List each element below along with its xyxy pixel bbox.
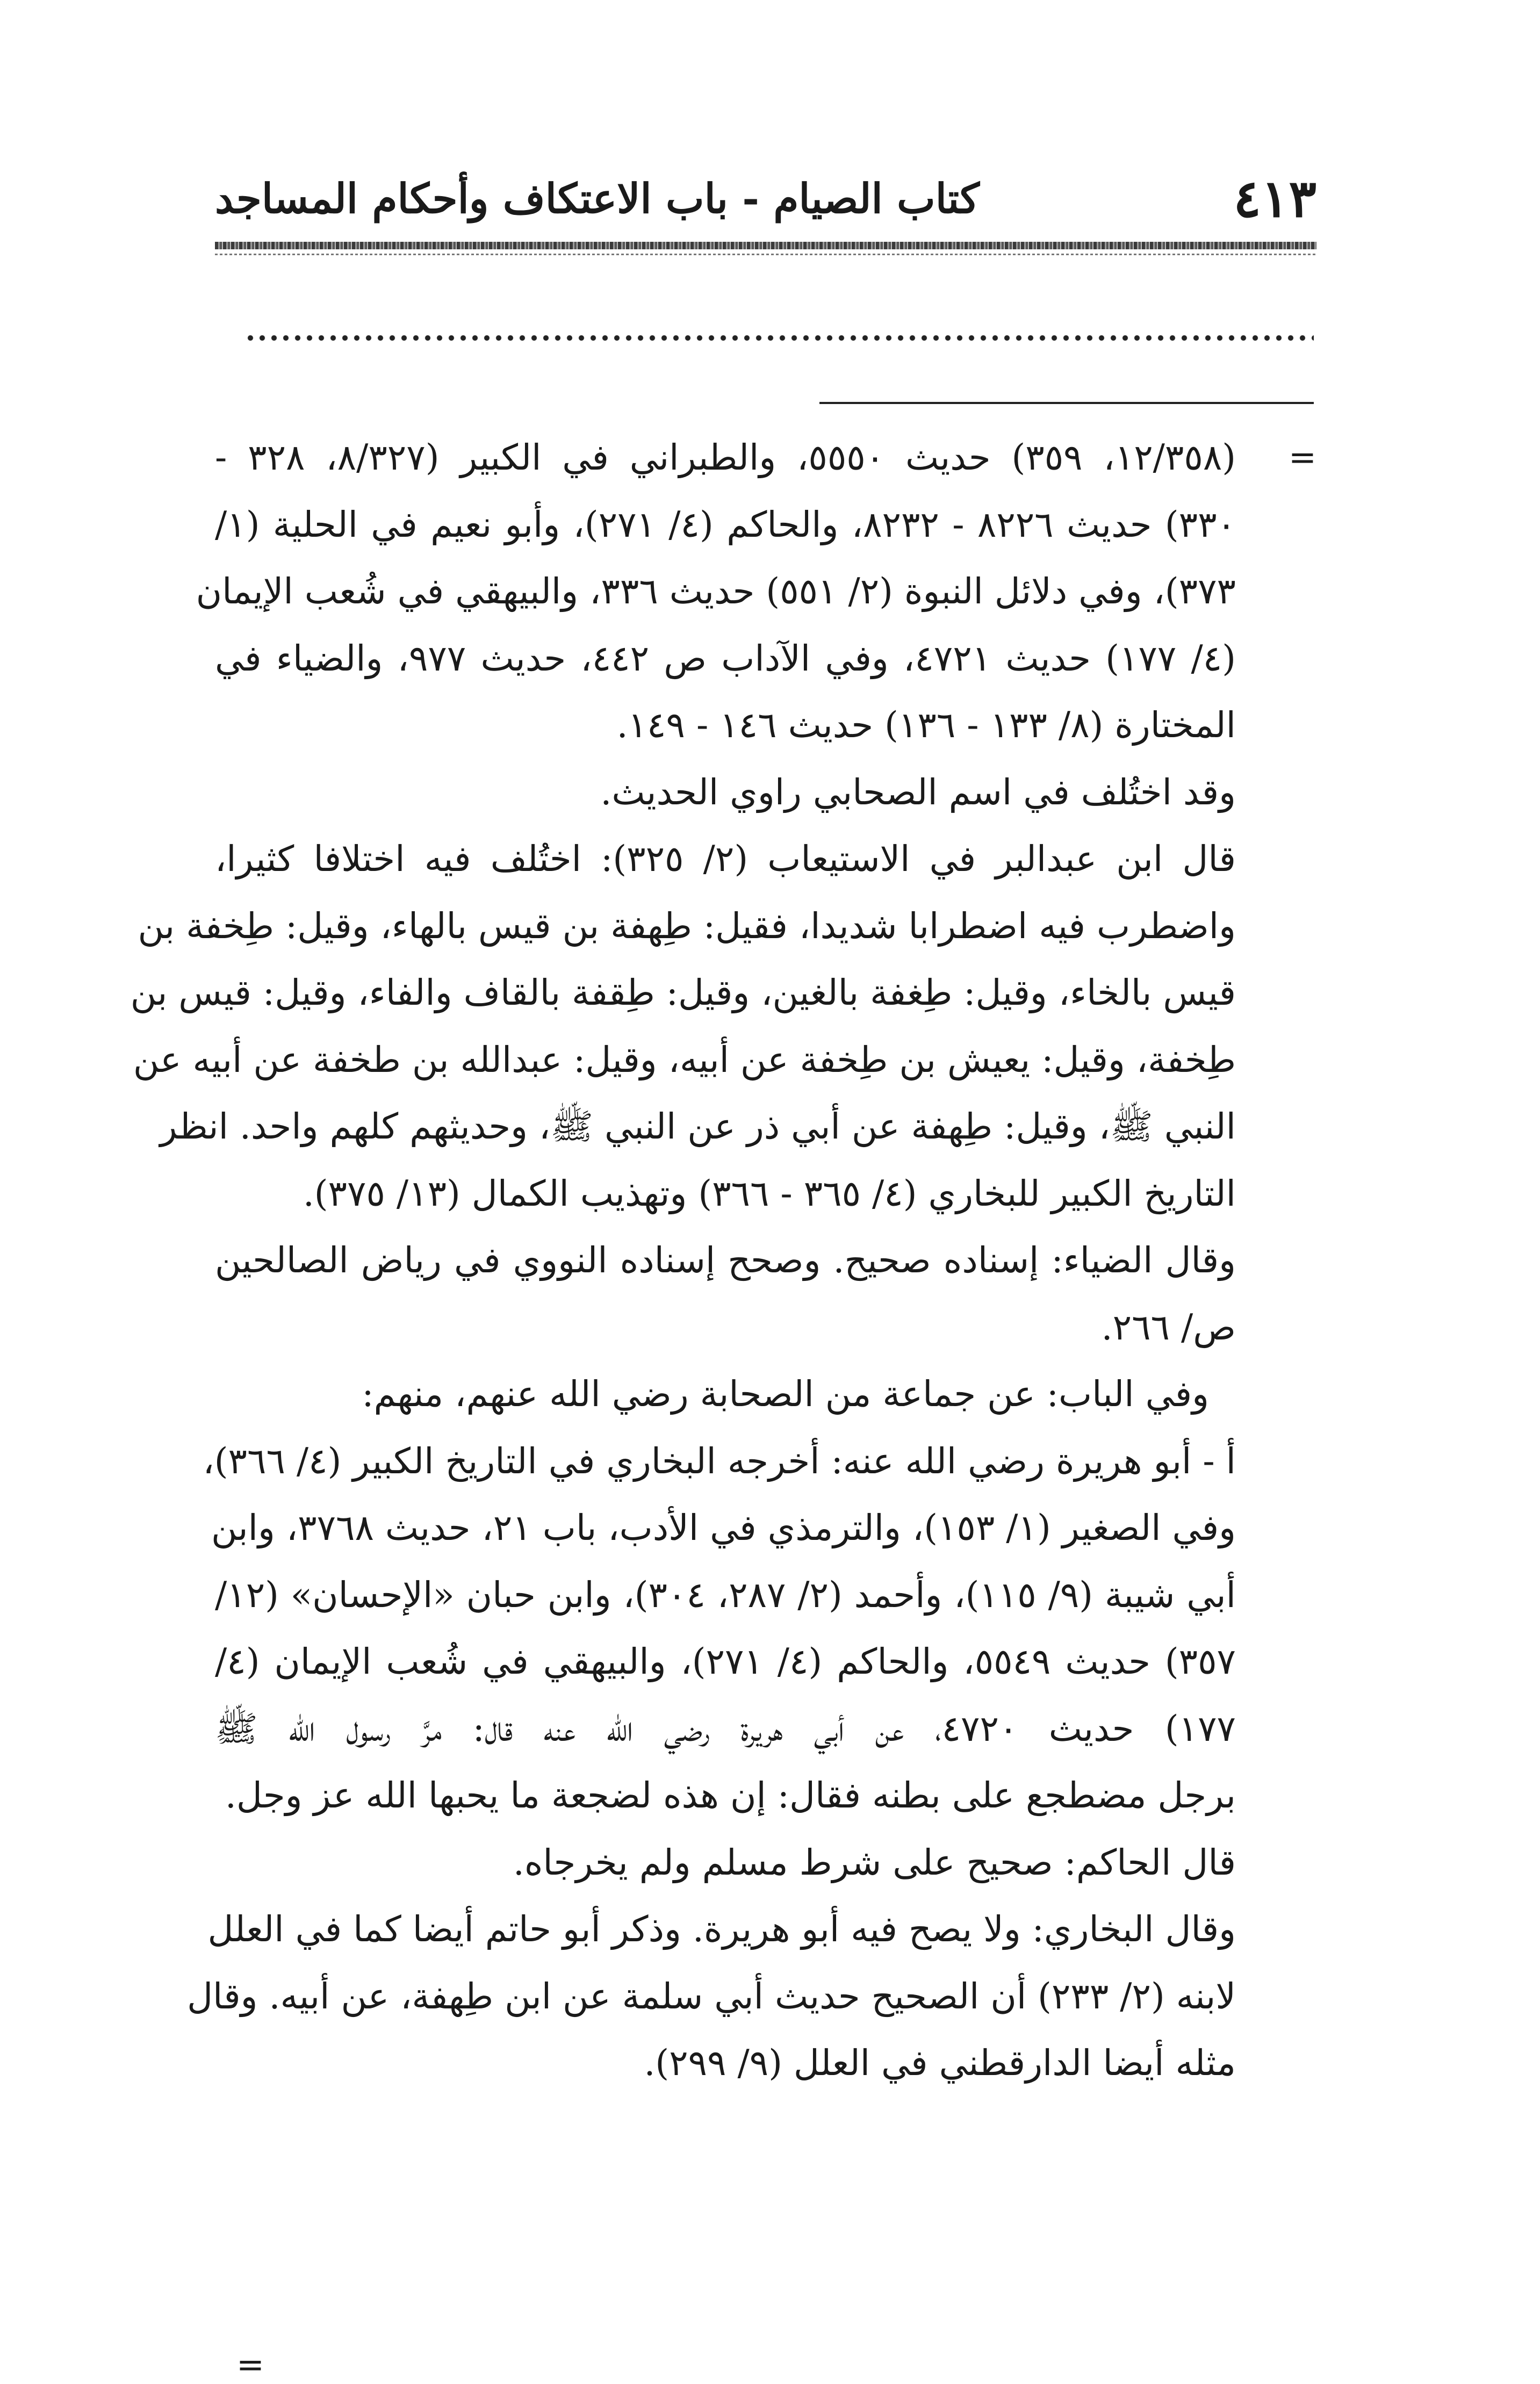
footnote-line: وقد اختُلف في اسم الصحابي راوي الحديث. [600,771,1236,813]
header-rule [215,242,1316,249]
footnote-line: ٣٥٧) حديث ٥٥٤٩، والحاكم (٤/ ٢٧١)، والبيهقي في شُعب الإيمان (٤/ [215,1641,1236,1682]
continuation-mark-end: = [236,2345,264,2384]
footnote-line: ٣٧٣)، وفي دلائل النبوة (٢/ ٥٥١) حديث ٣٣٦، والبيهقي في شُعب الإيمان [196,571,1236,612]
footnote-block [130,424,1316,2384]
footnote-line: أبي شيبة (٩/ ١١٥)، وأحمد (٢/ ٢٨٧، ٣٠٤)، وابن حبان «الإحسان» (١٢/ [215,1574,1236,1616]
footnote-line: وقال الضياء: إسناده صحيح. وصحح إسناده النووي في رياض الصالحين [215,1240,1236,1281]
footnote-line: (٤/ ١٧٧) حديث ٤٧٢١، وفي الآداب ص ٤٤٢، حديث ٩٧٧، والضياء في [215,637,1236,679]
footnote-line: وفي الباب: عن جماعة من الصحابة رضي الله عنهم، منهم: [362,1373,1209,1415]
footnote-line: ١٧٧) حديث ٤٧٢٠، عن أبي هريرة رضي الله عنه قال: مرَّ رسول الله ﷺ [215,1708,1236,1749]
footnote-line: مثله أيضا الدارقطني في العلل (٩/ ٢٩٩). [644,2042,1236,2084]
header-rule-secondary [215,254,1316,255]
footnote-rule [819,402,1314,404]
footnote-line: ٣٣٠) حديث ٨٢٢٦ - ٨٢٣٢، والحاكم (٤/ ٢٧١)، وأبو نعيم في الحلية (١/ [215,503,1236,545]
footnote-line: قال الحاكم: صحيح على شرط مسلم ولم يخرجاه. [513,1841,1236,1883]
footnote-line: برجل مضطجع على بطنه فقال: إن هذه لضجعة ما يحبها الله عز وجل. [225,1775,1236,1816]
page-number: ٤١٣ [1233,168,1316,229]
dotted-separator [244,333,1314,343]
continuation-mark-start: = [1289,437,1316,477]
footnote-text [130,424,1236,2097]
footnote-line: التاريخ الكبير للبخاري (٤/ ٣٦٥ - ٣٦٦) وتهذيب الكمال (١٣/ ٣٧٥). [303,1172,1236,1214]
footnote-line: قال ابن عبدالبر في الاستيعاب (٢/ ٣٢٥): اختُلف فيه اختلافا كثيرا، [215,838,1236,880]
footnote-line: أ - أبو هريرة رضي الله عنه: أخرجه البخاري في التاريخ الكبير (٤/ ٣٦٦)، [203,1440,1236,1482]
footnote-line: ص/ ٢٦٦. [1101,1306,1236,1348]
page-header [215,161,1316,236]
footnote-line: قيس بالخاء، وقيل: طِغفة بالغين، وقيل: طِقفة بالقاف والفاء، وقيل: قيس بن [130,972,1236,1013]
footnote-line: (١٢/٣٥٨، ٣٥٩) حديث ٥٥٥٠، والطبراني في الكبير (٨/٣٢٧، ٣٢٨ - [215,437,1236,478]
footnote-line: وقال البخاري: ولا يصح فيه أبو هريرة. وذكر أبو حاتم أيضا كما في العلل [207,1908,1236,1950]
running-title: كتاب الصيام - باب الاعتكاف وأحكام المساجد [215,175,980,222]
footnote-line: لابنه (٢/ ٢٣٣) أن الصحيح حديث أبي سلمة عن ابن طِهفة، عن أبيه. وقال [187,1975,1236,2017]
footnote-line: واضطرب فيه اضطرابا شديدا، فقيل: طِهفة بن قيس بالهاء، وقيل: طِخفة بن [138,905,1236,947]
footnote-line: النبي ﷺ، وقيل: طِهفة عن أبي ذر عن النبي ﷺ، وحديثهم كلهم واحد. انظر [160,1106,1236,1147]
footnote-line: طِخفة، وقيل: يعيش بن طِخفة عن أبيه، وقيل: عبدالله بن طخفة عن أبيه عن [133,1039,1236,1081]
footnote-line: وفي الصغير (١/ ١٥٣)، والترمذي في الأدب، باب ٢١، حديث ٣٧٦٨، وابن [211,1507,1236,1548]
footnote-line: المختارة (٨/ ١٣٣ - ١٣٦) حديث ١٤٦ - ١٤٩. [616,704,1236,746]
